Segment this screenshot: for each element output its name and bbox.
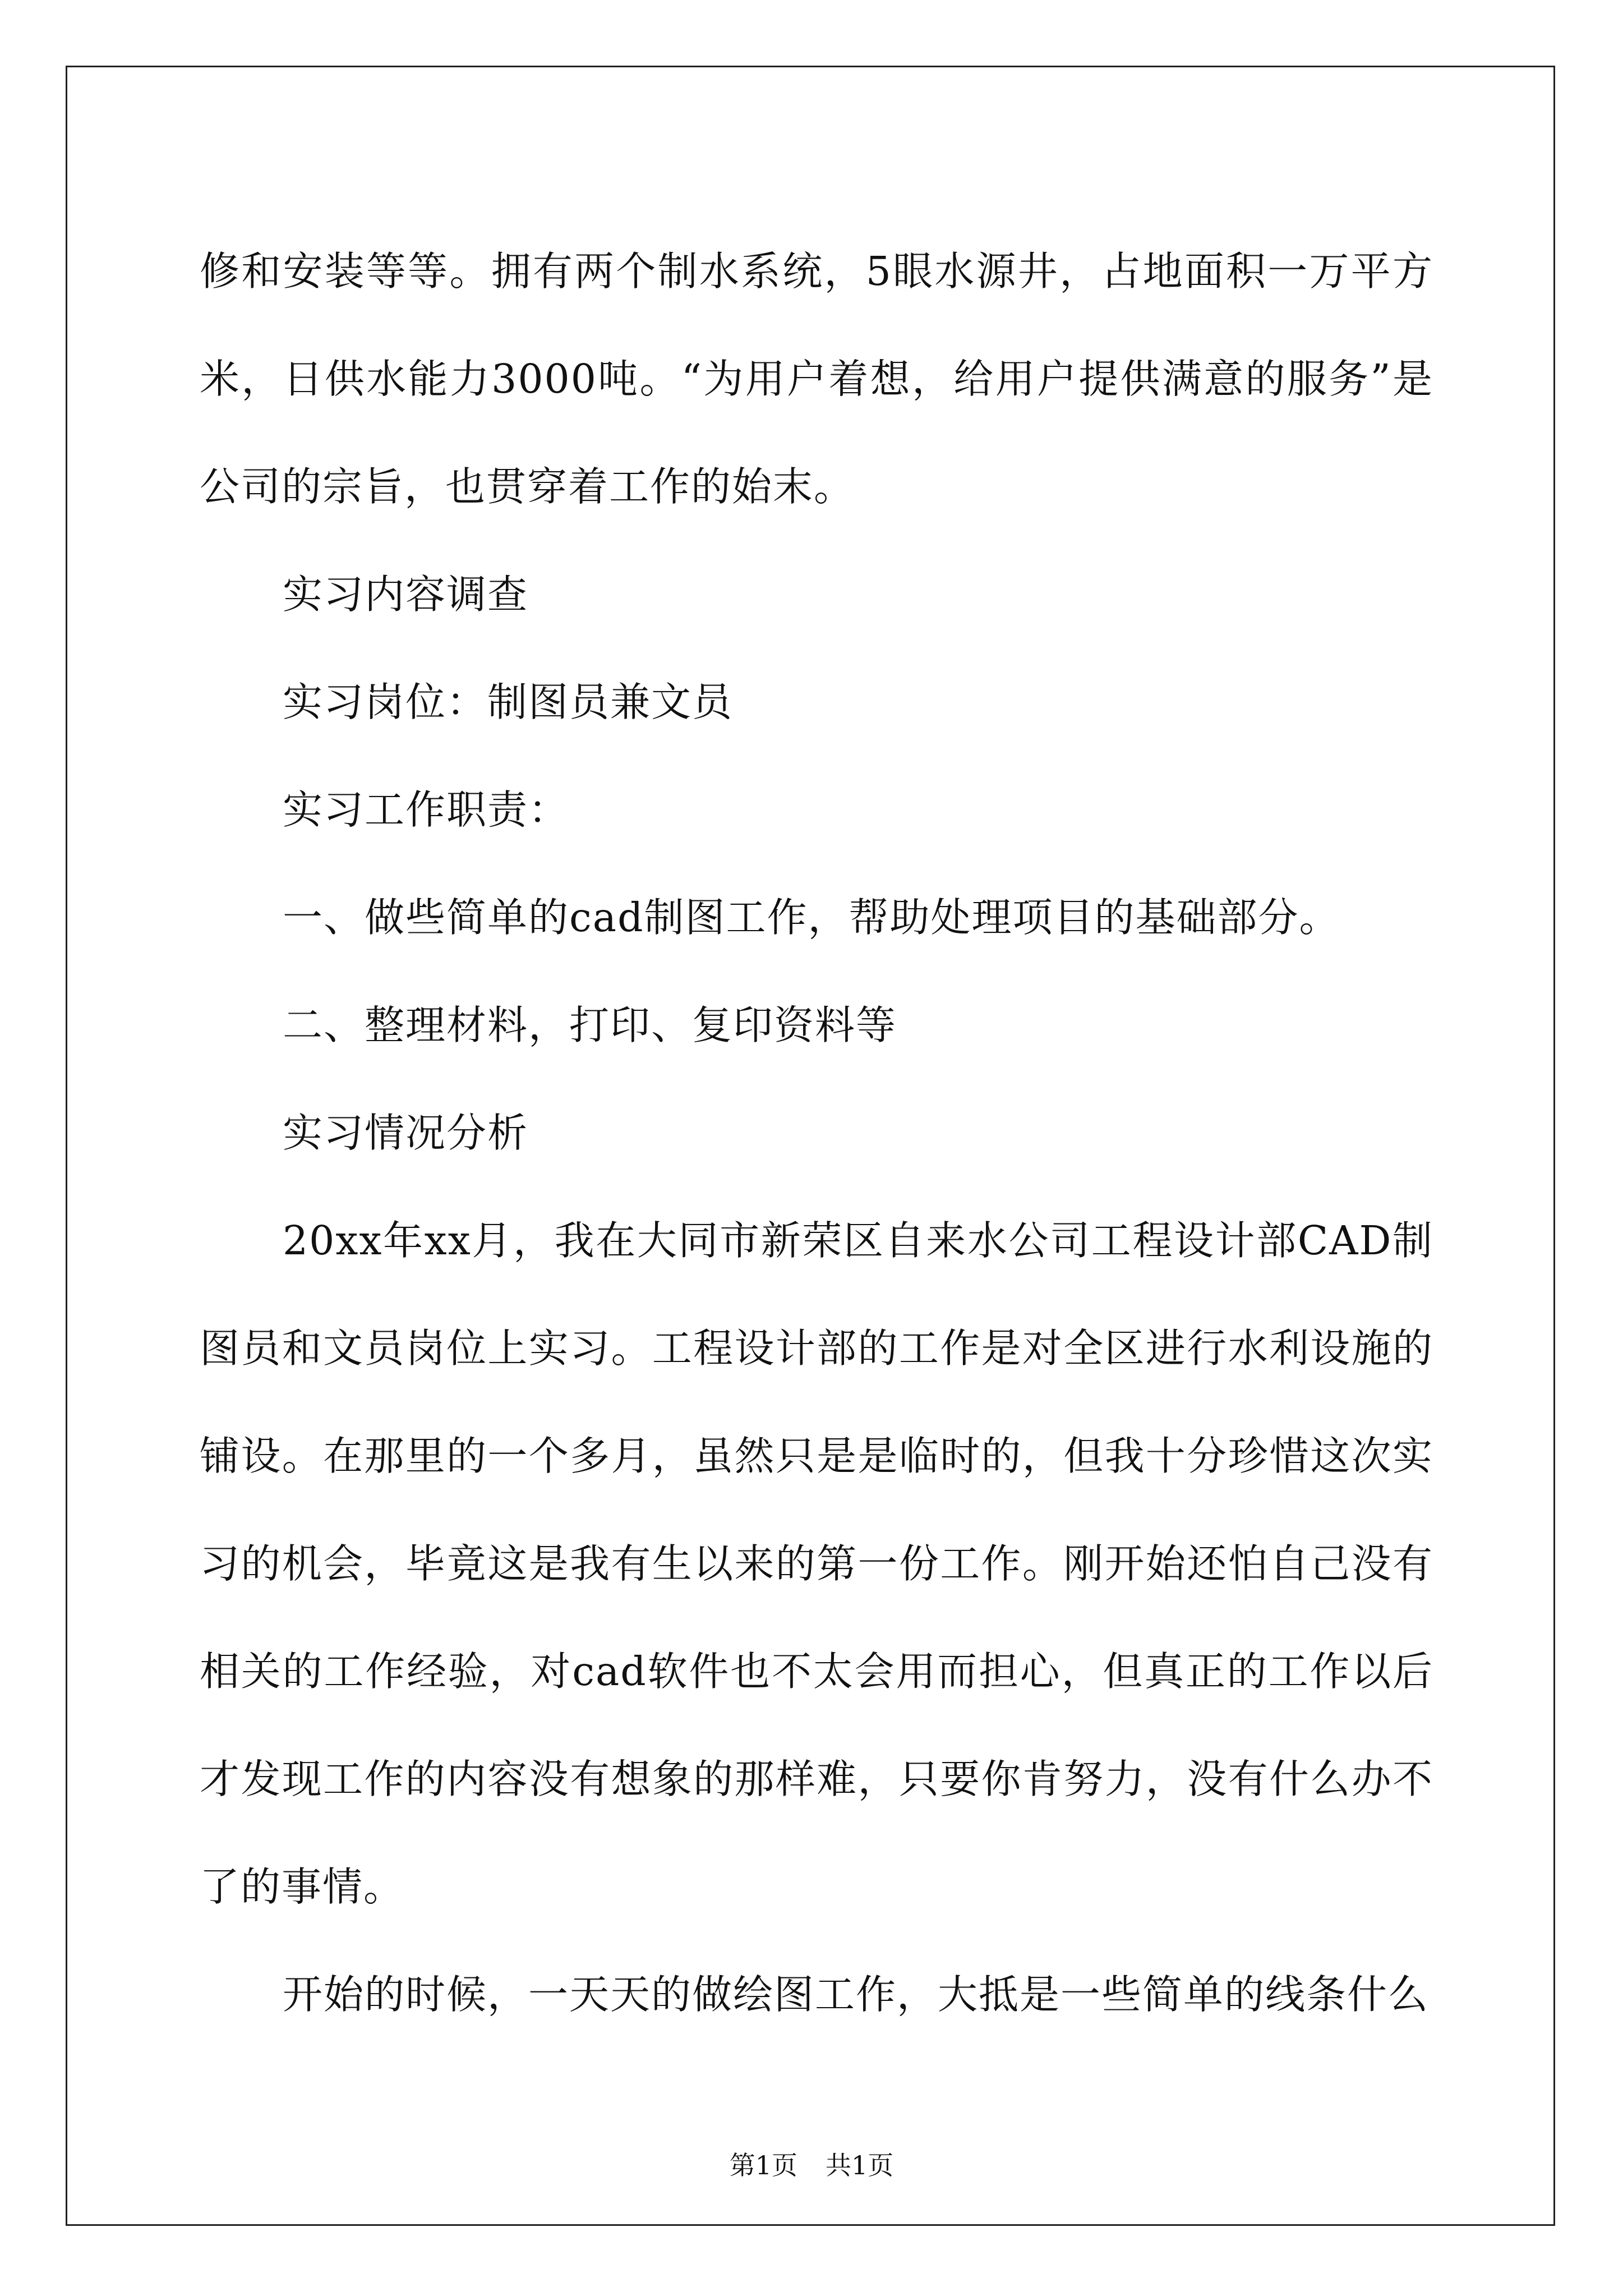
total-pages-label: 共1页 [826, 2150, 894, 2180]
current-page-label: 第1页 [729, 2150, 797, 2180]
paragraph: 实习工作职责： [283, 786, 570, 833]
list-item: 二、整理材料，打印、复印资料等 [283, 1002, 897, 1048]
list-item: 一、做些简单的cad制图工作，帮助处理项目的基础部分。 [283, 894, 1340, 941]
paragraph: 修和安装等等。拥有两个制水系统，5眼水源井，占地面积一万平方米，日供水能力3000吨。“为用户着想，给用户提供满意的服务”是公司的宗旨，也贯穿着工作的始末。 [200, 248, 1433, 510]
section-heading: 实习内容调查 [283, 571, 529, 618]
document-body [200, 218, 1433, 2049]
section-heading: 实习情况分析 [283, 1110, 529, 1156]
paragraph: 实习岗位：制图员兼文员 [283, 679, 734, 725]
paragraph: 20xx年xx月，我在大同市新荣区自来水公司工程设计部CAD制图员和文员岗位上实习。工程设计部的工作是对全区进行水利设施的铺设。在那里的一个多月，虽然只是是临时的，但我十分珍惜这次实习的机会，毕竟这是我有生以来的第一份工作。刚开始还怕自己没有相关的工作经验，对cad软件也不太会用而担心，但真正的工作以后才发现工作的内容没有想象的那样难，只要你肯努力，没有什么办不了的事情。 [200, 1217, 1433, 1910]
paragraph: 开始的时候，一天天的做绘图工作，大抵是一些简单的线条什么 [283, 1971, 1430, 2018]
page-footer [0, 2148, 1623, 2182]
